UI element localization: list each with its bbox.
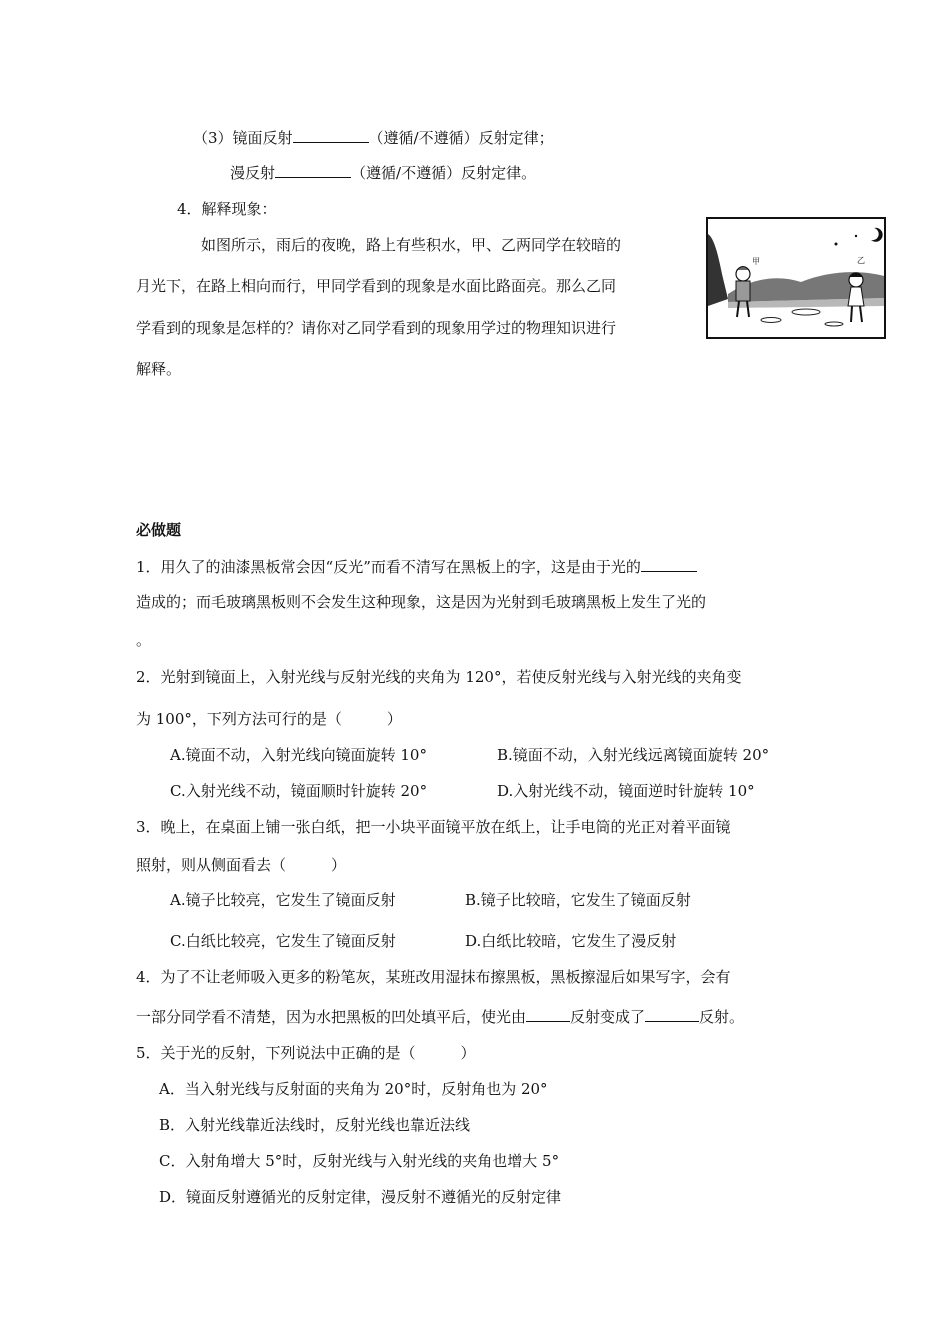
q3-blank-2[interactable] <box>275 163 351 178</box>
rq5-option-a[interactable]: A．当入射光线与反射面的夹角为 20°时，反射角也为 20° <box>159 1080 548 1098</box>
rq1-line3: 。 <box>136 631 152 649</box>
rq1-blank-1[interactable] <box>641 557 697 572</box>
rq3-option-a[interactable]: A.镜子比较亮，它发生了镜面反射 <box>170 891 396 909</box>
rq1-line1-text: 1．用久了的油漆黑板常会因“反光”而看不清写在黑板上的字，这是由于光的 <box>136 558 641 576</box>
q3-line1-prefix: （3）镜面反射 <box>193 129 293 147</box>
rq4-line2-part-a: 一部分同学看不清楚，因为水把黑板的凹处填平后，使光由 <box>136 1008 527 1026</box>
q4-title: 4．解释现象： <box>177 200 277 218</box>
rq4-blank-2[interactable] <box>645 1007 699 1022</box>
rq4-line1: 4．为了不让老师吸入更多的粉笔灰，某班改用湿抹布擦黑板，黑板擦湿后如果写字，会有 <box>136 968 731 986</box>
q4-para-line-1: 如图所示，雨后的夜晚，路上有些积水，甲、乙两同学在较暗的 <box>201 236 622 254</box>
label-person-b: 乙 <box>857 256 865 265</box>
rq3-option-d[interactable]: D.白纸比较暗，它发生了漫反射 <box>465 932 677 950</box>
rq2-option-d[interactable]: D.入射光线不动，镜面逆时针旋转 10° <box>497 782 755 800</box>
rq2-option-b[interactable]: B.镜面不动，入射光线远离镜面旋转 20° <box>497 746 770 764</box>
rq3-line2: 照射，则从侧面看去（ ） <box>136 856 347 874</box>
rq5-option-d[interactable]: D．镜面反射遵循光的反射定律，漫反射不遵循光的反射定律 <box>159 1188 562 1206</box>
rq2-option-c[interactable]: C.入射光线不动，镜面顺时针旋转 20° <box>170 782 428 800</box>
q3-line1 <box>193 128 554 148</box>
q3-blank-1[interactable] <box>293 128 369 143</box>
rq5-option-b[interactable]: B．入射光线靠近法线时，反射光线也靠近法线 <box>159 1116 471 1134</box>
rq1-line1 <box>136 557 697 577</box>
night-scene-figure <box>706 214 886 339</box>
rq2-line2: 为 100°，下列方法可行的是（ ） <box>136 710 402 728</box>
q3-line2-suffix: （遵循/不遵循）反射定律。 <box>351 164 537 182</box>
q4-para-line-3: 学看到的现象是怎样的？请你对乙同学看到的现象用学过的物理知识进行 <box>136 319 617 337</box>
rq5-option-c[interactable]: C．入射角增大 5°时，反射光线与入射光线的夹角也增大 5° <box>159 1152 560 1170</box>
rq1-line2: 造成的；而毛玻璃黑板则不会发生这种现象，这是因为光射到毛玻璃黑板上发生了光的 <box>136 593 707 611</box>
section-heading: 必做题 <box>136 521 182 539</box>
q4-para-line-4: 解释。 <box>136 360 182 378</box>
rq4-blank-1[interactable] <box>526 1007 570 1022</box>
rq2-option-a[interactable]: A.镜面不动，入射光线向镜面旋转 10° <box>170 746 427 764</box>
q3-line1-suffix: （遵循/不遵循）反射定律； <box>368 129 554 147</box>
q4-para-line-2: 月光下，在路上相向而行，甲同学看到的现象是水面比路面亮。那么乙同 <box>136 277 617 295</box>
star-icon <box>835 243 838 246</box>
q3-line2 <box>230 163 536 183</box>
rq4-line2-part-b: 反射变成了 <box>570 1008 646 1026</box>
label-person-a: 甲 <box>752 257 760 266</box>
rq3-line1: 3．晚上，在桌面上铺一张白纸，把一小块平面镜平放在纸上，让手电筒的光正对着平面镜 <box>136 818 731 836</box>
rq4-line2 <box>136 1007 744 1027</box>
rq4-line2-part-c: 反射。 <box>699 1008 745 1026</box>
star-icon-2 <box>855 235 857 237</box>
rq3-option-c[interactable]: C.白纸比较亮，它发生了镜面反射 <box>170 932 396 950</box>
rq2-line1: 2．光射到镜面上，入射光线与反射光线的夹角为 120°，若使反射光线与入射光线的夹角变 <box>136 668 742 686</box>
q3-line2-prefix: 漫反射 <box>230 164 276 182</box>
rq3-option-b[interactable]: B.镜子比较暗，它发生了镜面反射 <box>465 891 691 909</box>
rq5-line1: 5．关于光的反射，下列说法中正确的是（ ） <box>136 1044 476 1062</box>
